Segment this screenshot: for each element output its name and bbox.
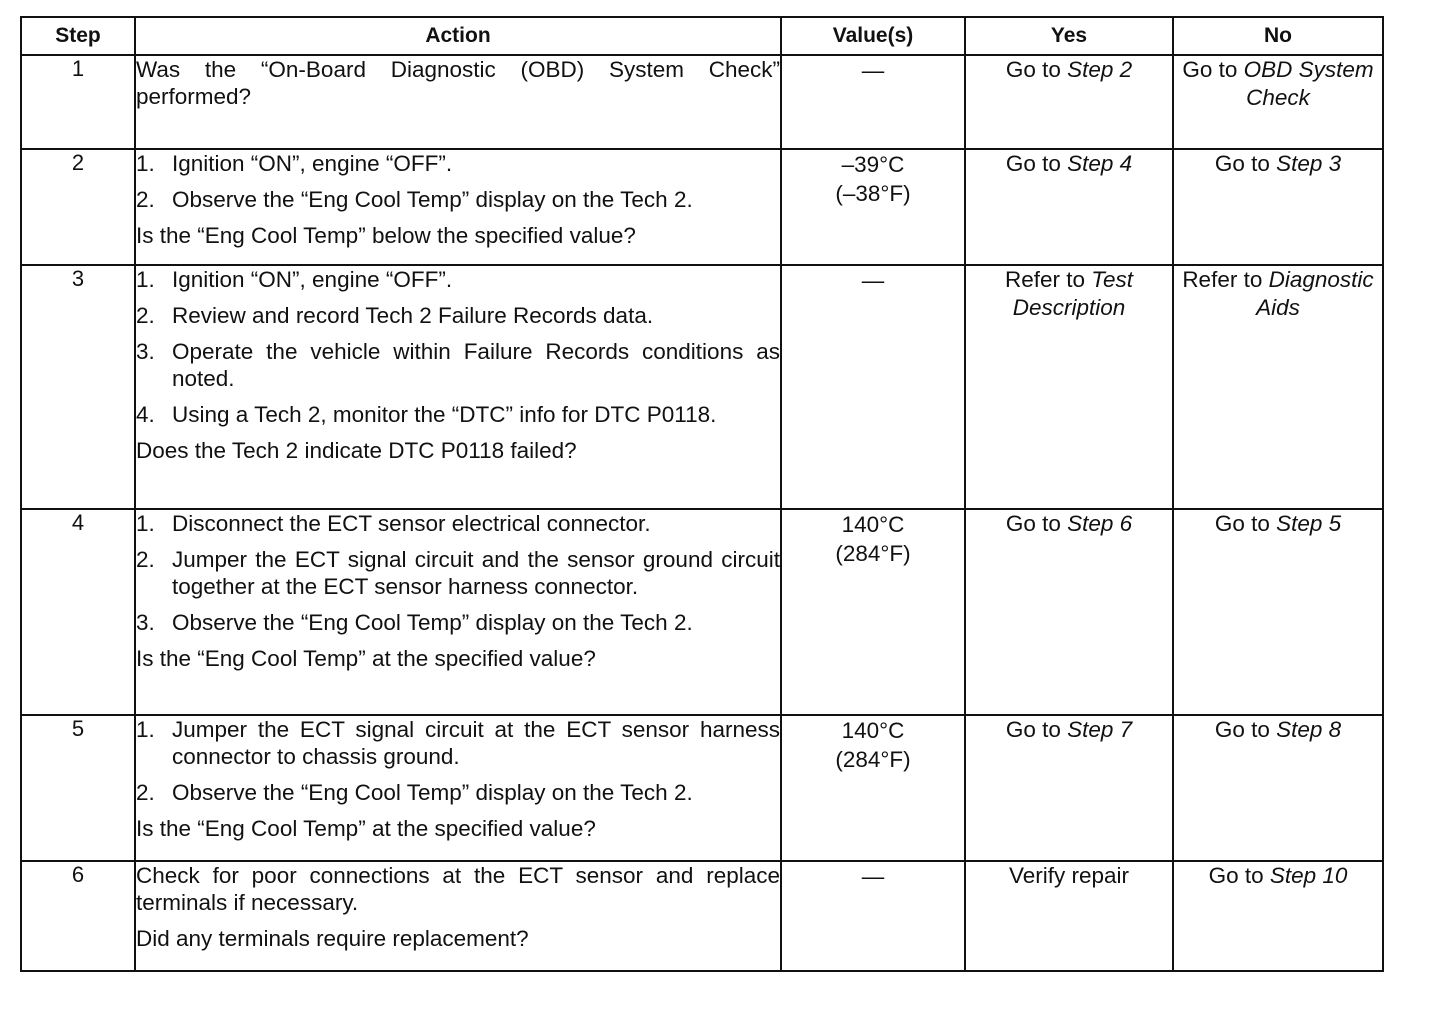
table-row (21, 861, 1383, 971)
yes-cell (965, 265, 1173, 509)
action-step (136, 401, 780, 428)
action-step-number: 3. (136, 339, 155, 364)
table-body (21, 55, 1383, 971)
no-target: Step 5 (1276, 511, 1342, 536)
no-target: Step 3 (1276, 151, 1342, 176)
value-cell (781, 861, 965, 971)
action-step (136, 266, 780, 293)
no-cell (1173, 715, 1383, 861)
value-text: — (861, 864, 885, 889)
action-step (136, 186, 780, 213)
table-row (21, 149, 1383, 265)
action-step-number: 2. (136, 547, 155, 572)
action-step-number: 1. (136, 717, 155, 742)
header-row (21, 17, 1383, 55)
action-step-number: 4. (136, 402, 155, 427)
action-step-text: Disconnect the ECT sensor electrical connector. (172, 511, 651, 536)
action-cell (135, 861, 781, 971)
yes-text: Verify repair (1008, 863, 1130, 888)
action-step (136, 609, 780, 636)
action-step (136, 150, 780, 177)
no-cell (1173, 861, 1383, 971)
action-step-number: 3. (136, 610, 155, 635)
action-step-number: 2. (136, 187, 155, 212)
step-number: 1 (21, 55, 135, 149)
no-text: Go to (1182, 57, 1244, 82)
value-cell (781, 265, 965, 509)
action-step-text: Jumper the ECT signal circuit at the ECT sensor harness connector to chassis ground. (172, 717, 780, 769)
action-step-text: Jumper the ECT signal circuit and the sensor ground circuit together at the ECT sensor harness connector. (172, 547, 780, 599)
action-step-text: Ignition “ON”, engine “OFF”. (172, 151, 453, 176)
action-step-number: 1. (136, 151, 155, 176)
yes-target: Step 6 (1067, 511, 1133, 536)
value-cell (781, 149, 965, 265)
value-cell (781, 509, 965, 715)
no-text: Go to (1208, 863, 1270, 888)
yes-target: Step 2 (1067, 57, 1133, 82)
action-step (136, 338, 780, 392)
value-text: 140°C (841, 718, 905, 743)
action-cell (135, 715, 781, 861)
action-steps (136, 266, 780, 428)
value-cell (781, 55, 965, 149)
value-text: (284°F) (835, 747, 911, 772)
action-step-number: 1. (136, 267, 155, 292)
header-no: No (1173, 17, 1383, 55)
action-question: Is the “Eng Cool Temp” at the specified value? (136, 816, 596, 841)
action-step (136, 779, 780, 806)
action-step-text: Ignition “ON”, engine “OFF”. (172, 267, 453, 292)
action-steps (136, 510, 780, 636)
action-step-number: 2. (136, 780, 155, 805)
header-values: Value(s) (781, 17, 965, 55)
step-number: 3 (21, 265, 135, 509)
yes-target: Step 4 (1067, 151, 1133, 176)
no-target: Step 10 (1269, 863, 1348, 888)
value-text: –39°C (841, 152, 905, 177)
yes-cell (965, 861, 1173, 971)
step-number: 6 (21, 861, 135, 971)
yes-cell (965, 149, 1173, 265)
no-target: OBD System Check (1243, 57, 1374, 110)
action-step-text: Review and record Tech 2 Failure Records data. (172, 303, 654, 328)
table-row (21, 265, 1383, 509)
action-step-text: Observe the “Eng Cool Temp” display on the Tech 2. (172, 780, 693, 805)
action-step-number: 1. (136, 511, 155, 536)
no-target: Step 8 (1276, 717, 1342, 742)
yes-text: Go to (1005, 57, 1068, 82)
action-step-number: 2. (136, 303, 155, 328)
no-cell (1173, 509, 1383, 715)
yes-target: Step 7 (1067, 717, 1133, 742)
step-number: 5 (21, 715, 135, 861)
action-question: Is the “Eng Cool Temp” at the specified value? (136, 646, 596, 671)
action-step-text: Using a Tech 2, monitor the “DTC” info for DTC P0118. (172, 402, 717, 427)
yes-text: Go to (1005, 151, 1068, 176)
no-cell (1173, 149, 1383, 265)
yes-cell (965, 55, 1173, 149)
action-step (136, 716, 780, 770)
no-text: Go to (1214, 717, 1277, 742)
yes-text: Refer to (1005, 267, 1092, 292)
header-step: Step (21, 17, 135, 55)
no-cell (1173, 55, 1383, 149)
yes-text: Go to (1005, 717, 1068, 742)
action-cell (135, 55, 781, 149)
action-steps (136, 150, 780, 213)
action-intro: Was the “On-Board Diagnostic (OBD) System Check” performed? (136, 57, 780, 109)
no-cell (1173, 265, 1383, 509)
action-intro: Check for poor connections at the ECT sensor and replace terminals if necessary. (136, 863, 780, 915)
header-action: Action (135, 17, 781, 55)
step-number: 4 (21, 509, 135, 715)
action-step-text: Observe the “Eng Cool Temp” display on the Tech 2. (172, 187, 693, 212)
diagnostic-table (20, 16, 1384, 972)
action-cell (135, 509, 781, 715)
yes-cell (965, 715, 1173, 861)
action-steps (136, 716, 780, 806)
yes-text: Go to (1005, 511, 1068, 536)
table-row (21, 509, 1383, 715)
action-step (136, 510, 780, 537)
no-text: Go to (1214, 511, 1277, 536)
action-step (136, 546, 780, 600)
value-text: 140°C (841, 512, 905, 537)
value-text: (284°F) (835, 541, 911, 566)
table-header (21, 17, 1383, 55)
value-text: — (861, 58, 885, 83)
action-step (136, 302, 780, 329)
action-question: Does the Tech 2 indicate DTC P0118 failed? (136, 438, 577, 463)
value-cell (781, 715, 965, 861)
table-row (21, 715, 1383, 861)
action-step-text: Observe the “Eng Cool Temp” display on the Tech 2. (172, 610, 693, 635)
header-yes: Yes (965, 17, 1173, 55)
value-text: — (861, 268, 885, 293)
step-number: 2 (21, 149, 135, 265)
no-text: Go to (1214, 151, 1277, 176)
yes-target: Test Description (1012, 267, 1133, 320)
no-target: Diagnostic Aids (1256, 267, 1374, 320)
action-cell (135, 265, 781, 509)
no-text: Refer to (1182, 267, 1269, 292)
table-row (21, 55, 1383, 149)
value-text: (–38°F) (835, 181, 911, 206)
action-step-text: Operate the vehicle within Failure Records conditions as noted. (172, 339, 780, 391)
action-cell (135, 149, 781, 265)
action-question: Did any terminals require replacement? (136, 926, 529, 951)
action-question: Is the “Eng Cool Temp” below the specified value? (136, 223, 636, 248)
yes-cell (965, 509, 1173, 715)
